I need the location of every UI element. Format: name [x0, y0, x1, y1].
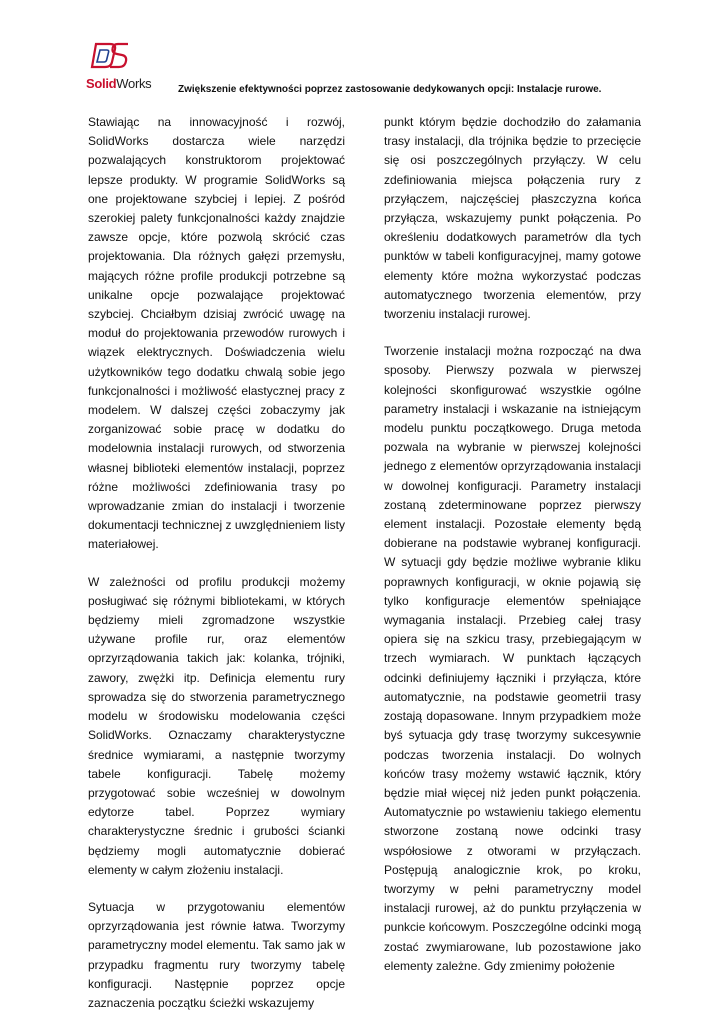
left-column — [88, 113, 345, 1031]
paragraph: Tworzenie instalacji można rozpocząć na dwa sposoby. Pierwszy pozwala w pierwszej kolejności skonfigurować wszystkie ogólne parametry instalacji i wskazanie na istniejącym modelu punktu początkowego. Druga metoda pozwala na wybranie w pierwszej kolejności jednego z elementów oprzyrządowania instalacji w dowolnej konfiguracji. Parametry instalacji zostaną zdeterminowane poprzez pierwszy element instalacji. Pozostałe elementy będą dobierane na podstawie wybranej konfiguracji. W sytuacji gdy będzie możliwe wybranie kliku poprawnych konfiguracji, w oknie pojawią się tylko konfiguracje elementów spełniające wymagania instalacji. Przebieg całej trasy opiera się na szkicu trasy, przebiegającym w trzech wymiarach. W punktach łączących odcinki definiujemy łączniki i przyłącza, które automatycznie, na podstawie geometrii trasy zostają dopasowane. Innym przypadkiem może byś sytuacja gdy trasę tworzymy sukcesywnie podczas tworzenia instalacji. Do wolnych końców trasy możemy wstawić łącznik, który będzie miał więcej niż jeden punkt połączenia. Automatycznie po wstawieniu takiego elementu stworzone zostaną nowe odcinki trasy współosiowe z otworami w przyłączach. Postępują analogicznie krok, po kroku, tworzymy w pełni parametryczny model instalacji rurowej, aż do punktu przyłączenia w punkcie końcowym. Poszczególne odcinki mogą zostać zwymiarowane, lub pozostawione jako elementy zależne. Gdy zmienimy położenie — [384, 344, 641, 973]
paragraph: punkt którym będzie dochodziło do załamania trasy instalacji, dla trójnika będzie to przecięcie się osi poszczególnych przyłączy. W celu zdefiniowania miejsca połączenia rury z przyłączem, najczęściej płaszczyzna końca przyłącza, wskazujemy punkt połączenia. Po określeniu dodatkowych parametrów dla tych punktów w tabeli konfiguracyjnej, mamy gotowe elementy które można wykorzystać podczas automatycznego tworzenia elementów, przy tworzeniu instalacji rurowej. — [384, 115, 641, 322]
document-title: Zwiększenie efektywności poprzez zastosowanie dedykowanych opcji: Instalacje rurowe. — [178, 84, 602, 95]
paragraph: Sytuacja w przygotowaniu elementów oprzyrządowania jest równie łatwa. Tworzymy parametryczny model elementu. Tak samo jak w przypadku fragmentu rury tworzymy tabelę konfiguracji. Następnie poprzez opcje zaznaczenia początku ścieżki wskazujemy — [88, 899, 345, 1010]
page-header — [82, 40, 642, 100]
logo-text-works: Works — [116, 76, 152, 91]
logo-text-solid: Solid — [86, 76, 117, 91]
paragraph: W zależności od profilu produkcji możemy posługiwać się różnymi bibliotekami, w których będziemy mieli zgromadzone wszystkie używane profile rur, oraz elementów oprzyrządowania takich jak: kolanka, trójniki, zawory, zwężki itp. Definicja elementu rury sprowadza się do stworzenia parametrycznego modelu w środowisku modelowania części SolidWorks. Oznaczamy charakterystyczne średnice wymiarami, a następnie tworzymy tabele konfiguracji. Tabelę możemy przygotować sobie wcześniej w dowolnym edytorze tabel. Poprzez wymiary charakterystyczne średnic i grubości ścianki będziemy mogli automatycznie dobierać elementy w całym złożeniu instalacji. — [88, 574, 345, 877]
right-column — [384, 113, 641, 994]
paragraph: Stawiając na innowacyjność i rozwój, SolidWorks dostarcza wiele narzędzi pozwalających konstruktorom projektować lepsze produkty. W programie SolidWorks są one projektowane szybciej i lepiej. Z pośród szerokiej palety funkcjonalności każdy znajdzie zawsze opcje, które pozwolą skrócić czas projektowania. Dla różnych gałęzi przemysłu, mających różne profile produkcji potrzebne są unikalne opcje pozwalające projektować szybciej. Chciałbym dzisiaj zwrócić uwagę na moduł do projektowania przewodów rurowych i wiązek elektrycznych. Doświadczenia wielu użytkowników tego dodatku chwalą sobie jego funkcjonalności i możliwość elastycznej pracy z modelem. W dalszej części zobaczymy jak zorganizować sobie pracę w dodatku do modelownia instalacji rurowych, od stworzenia własnej biblioteki elementów instalacji, poprzez różne możliwości zdefiniowania trasy po wprowadzanie zmian do instalacji i tworzenie dokumentacji technicznej z uwzględnieniem listy materiałowej. — [88, 115, 345, 552]
solidworks-logo-text — [86, 76, 151, 91]
